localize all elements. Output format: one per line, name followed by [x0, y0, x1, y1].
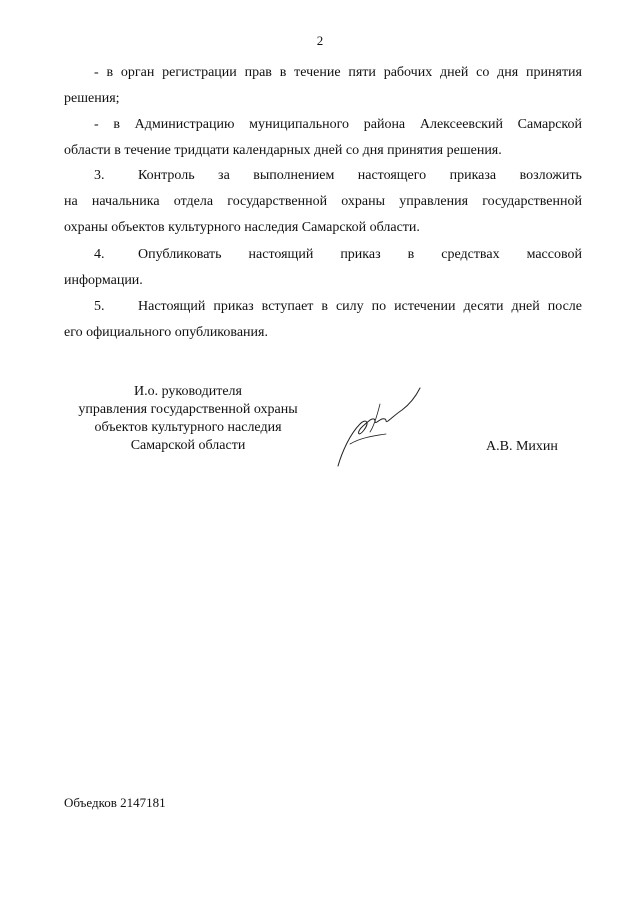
- word: массовой: [526, 247, 582, 262]
- word: Контроль: [138, 168, 195, 183]
- signatory-title: [60, 383, 316, 455]
- signatory-title-line: И.о. руководителя: [133, 384, 242, 399]
- executor-code: Объедков 2147181: [64, 795, 166, 810]
- item-4-first-line: [94, 246, 582, 264]
- paragraph-line: области в течение тридцати календарных дней со дня принятия решения.: [64, 143, 502, 158]
- item-3-first-line: [94, 167, 582, 185]
- word: выполнением: [253, 168, 335, 183]
- word: Опубликовать: [138, 247, 222, 262]
- word: настоящий: [248, 247, 314, 262]
- word: приказ: [340, 247, 381, 262]
- word: возложить: [519, 168, 582, 183]
- paragraph-line: его официального опубликования.: [64, 325, 268, 340]
- paragraph-line: решения;: [64, 91, 120, 106]
- item-number: 4.: [94, 247, 105, 262]
- word: средствах: [441, 247, 500, 262]
- item-number: 5.: [94, 299, 105, 314]
- paragraph-line: охраны объектов культурного наследия Самарской области.: [64, 220, 420, 235]
- word: приказа: [449, 168, 497, 183]
- word: за: [218, 168, 230, 183]
- item-5-first-line: [94, 298, 582, 316]
- signatory-title-line: управления государственной охраны: [78, 402, 298, 417]
- signatory-title-line: объектов культурного наследия: [94, 420, 282, 435]
- paragraph-line: информации.: [64, 273, 143, 288]
- item-number: 3.: [94, 168, 105, 183]
- paragraph-line: - в Администрацию муниципального района Алексеевский Самарской: [94, 117, 582, 132]
- item-5-text: Настоящий приказ вступает в силу по истечении десяти дней после: [138, 299, 582, 314]
- signer-name: А.В. Михин: [486, 439, 558, 454]
- word: настоящего: [357, 168, 427, 183]
- paragraph-line: - в орган регистрации прав в течение пяти рабочих дней со дня принятия: [94, 65, 582, 80]
- page-number: 2: [316, 33, 324, 48]
- handwritten-signature: [330, 382, 430, 472]
- paragraph-line: на начальника отдела государственной охраны управления государственной: [64, 194, 582, 209]
- signatory-title-line: Самарской области: [130, 438, 246, 453]
- word: в: [407, 247, 415, 262]
